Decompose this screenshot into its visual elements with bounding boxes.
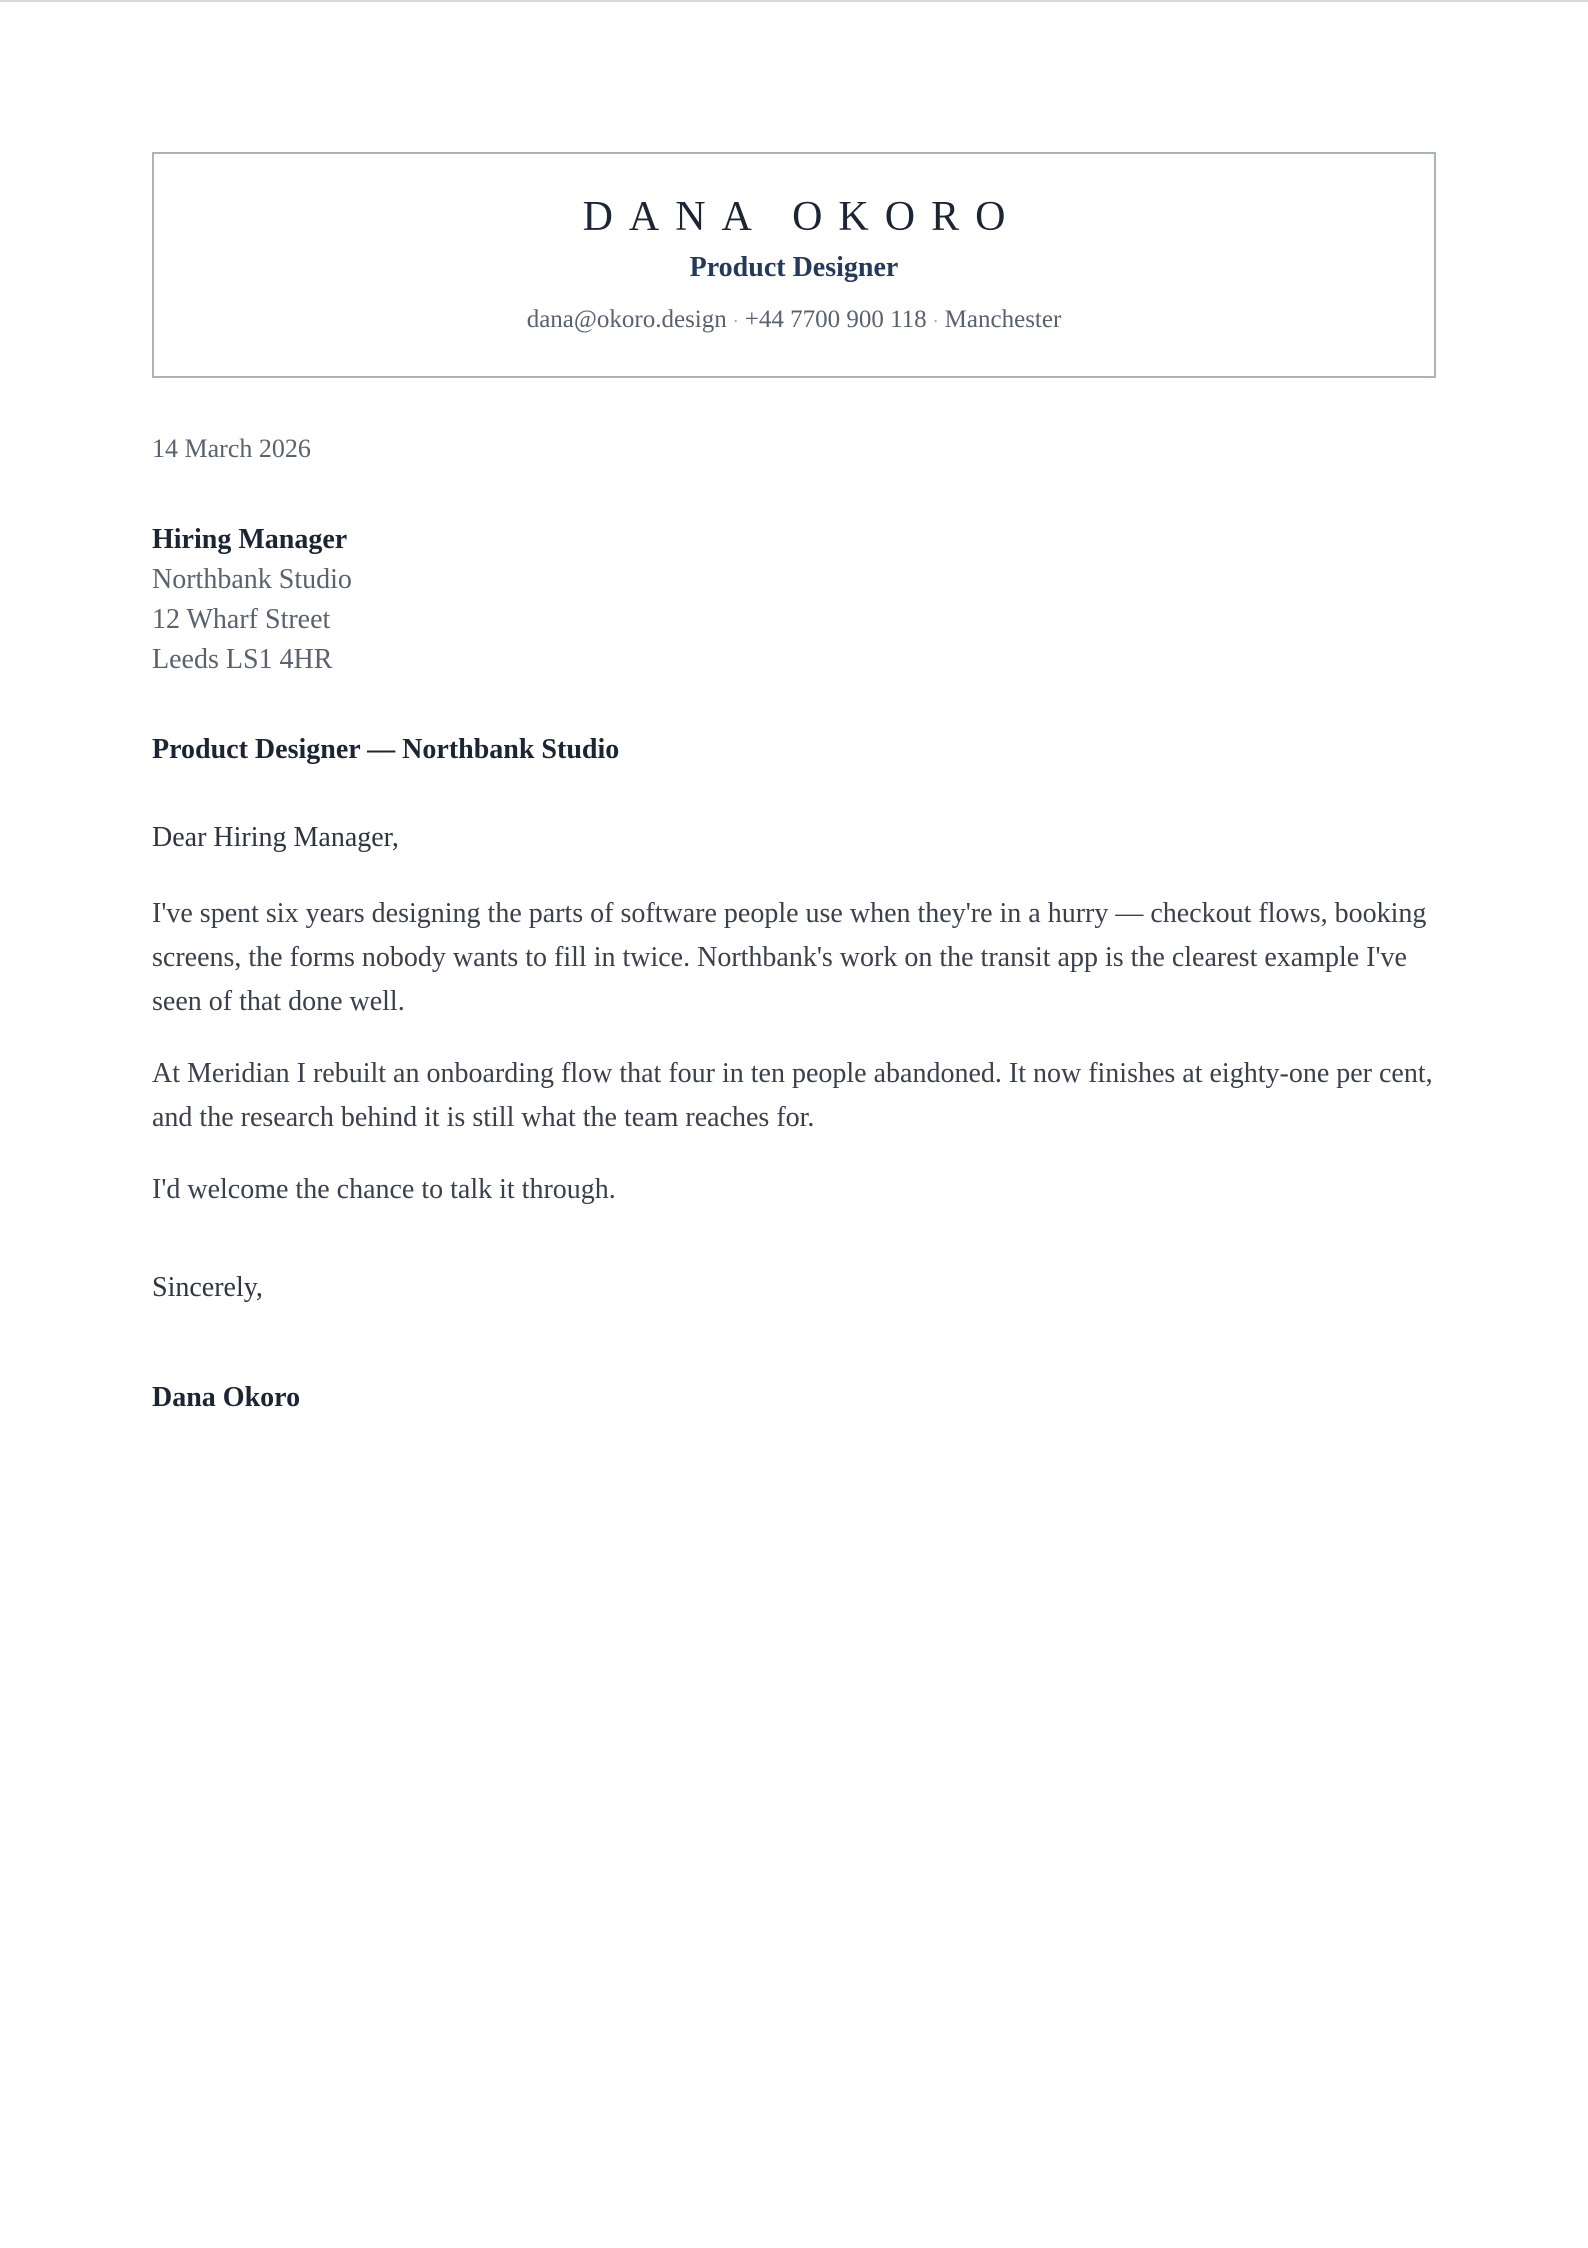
sender-phone: +44 7700 900 118	[744, 306, 927, 333]
letter-date: 14 March 2026	[152, 434, 311, 463]
body-paragraph: I'd welcome the chance to talk it through.	[152, 1174, 616, 1205]
closing: Sincerely,	[152, 1272, 263, 1303]
top-divider	[0, 0, 1588, 2]
body-paragraph: I've spent six years designing the parts of software people use when they're in a hurry — checkout flows, booking screens, the forms nobody wants to fill in twice. Northbank's work on the transit app is the clearest example I've seen of that done well.	[152, 898, 1427, 1017]
letter-subject: Product Designer — Northbank Studio	[152, 734, 620, 765]
recipient-block	[152, 520, 352, 680]
sender-title: Product Designer	[689, 252, 899, 283]
recipient-city: Leeds LS1 4HR	[152, 644, 333, 675]
body-paragraph: At Meridian I rebuilt an onboarding flow that four in ten people abandoned. It now finishes at eighty-one per cent, and the research behind it is still what the team reaches for.	[152, 1058, 1433, 1133]
letterhead	[152, 152, 1436, 378]
contact-separator: ·	[732, 311, 739, 331]
sender-name: DANA OKORO	[582, 194, 1022, 240]
sender-email: dana@okoro.design	[526, 306, 727, 333]
recipient-street: 12 Wharf Street	[152, 604, 331, 635]
sender-contact	[154, 304, 1434, 337]
recipient-company: Northbank Studio	[152, 564, 352, 595]
contact-separator: ·	[932, 311, 939, 331]
salutation: Dear Hiring Manager,	[152, 822, 399, 853]
sender-location: Manchester	[944, 306, 1062, 333]
recipient-name: Hiring Manager	[152, 524, 348, 555]
signature: Dana Okoro	[152, 1382, 301, 1413]
